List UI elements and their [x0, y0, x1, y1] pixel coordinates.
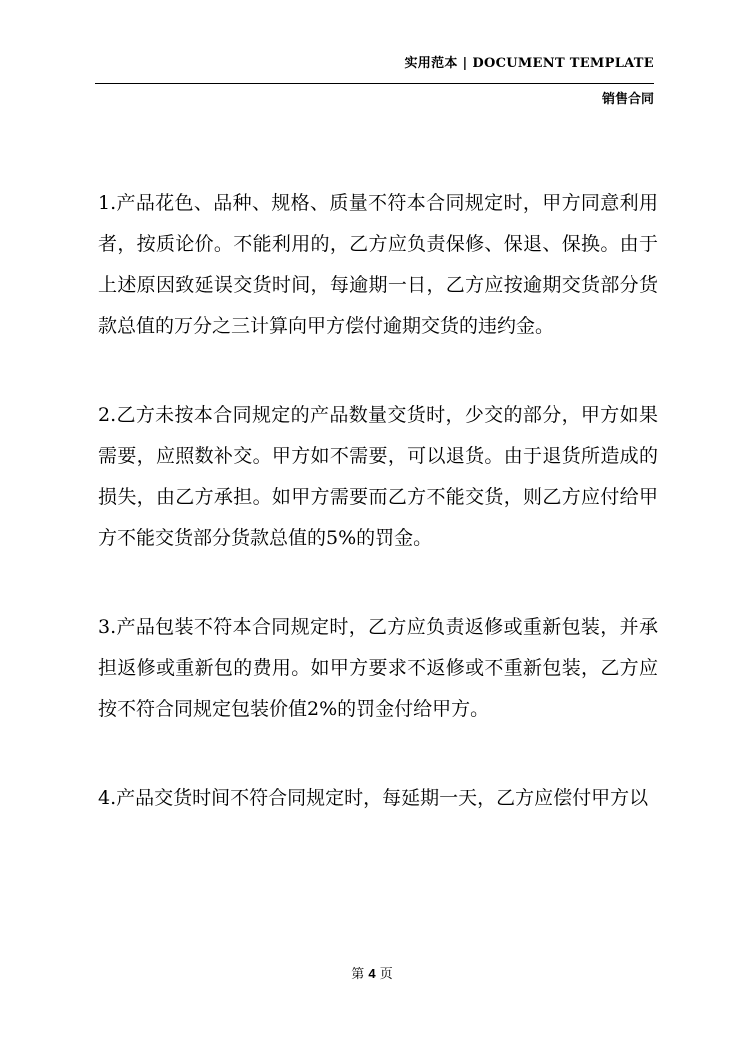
header-subtitle: 销售合同: [601, 92, 654, 107]
page-prefix: 第: [351, 967, 365, 982]
header-divider: [95, 83, 654, 84]
clause-paragraph-2: 2.乙方未按本合同规定的产品数量交货时，少交的部分，甲方如果需要，应照数补交。甲方如不需要，可以退货。由于退货所造成的损失，由乙方承担。如甲方需要而乙方不能交货，则乙方应付给甲方不能交货部分货款总值的5%的罚金。: [98, 404, 658, 549]
page-number: 4: [368, 966, 376, 981]
page-footer: [0, 963, 744, 982]
document-body: [98, 183, 658, 867]
page-suffix: 页: [379, 967, 393, 982]
clause-paragraph-4: 4.产品交货时间不符合同规定时，每延期一天，乙方应偿付甲方以: [98, 787, 649, 809]
header-title: 实用范本 | DOCUMENT TEMPLATE: [404, 56, 654, 71]
clause-paragraph-3: 3.产品包装不符本合同规定时，乙方应负责返修或重新包装，并承担返修或重新包的费用。如甲方要求不返修或不重新包装，乙方应按不符合同规定包装价值2%的罚金付给甲方。: [98, 616, 658, 720]
clause-paragraph-1: 1.产品花色、品种、规格、质量不符本合同规定时，甲方同意利用者，按质论价。不能利用的，乙方应负责保修、保退、保换。由于上述原因致延误交货时间，每逾期一日，乙方应按逾期交货部分货款总值的万分之三计算向甲方偿付逾期交货的违约金。: [98, 192, 658, 337]
page-header: [95, 52, 654, 107]
